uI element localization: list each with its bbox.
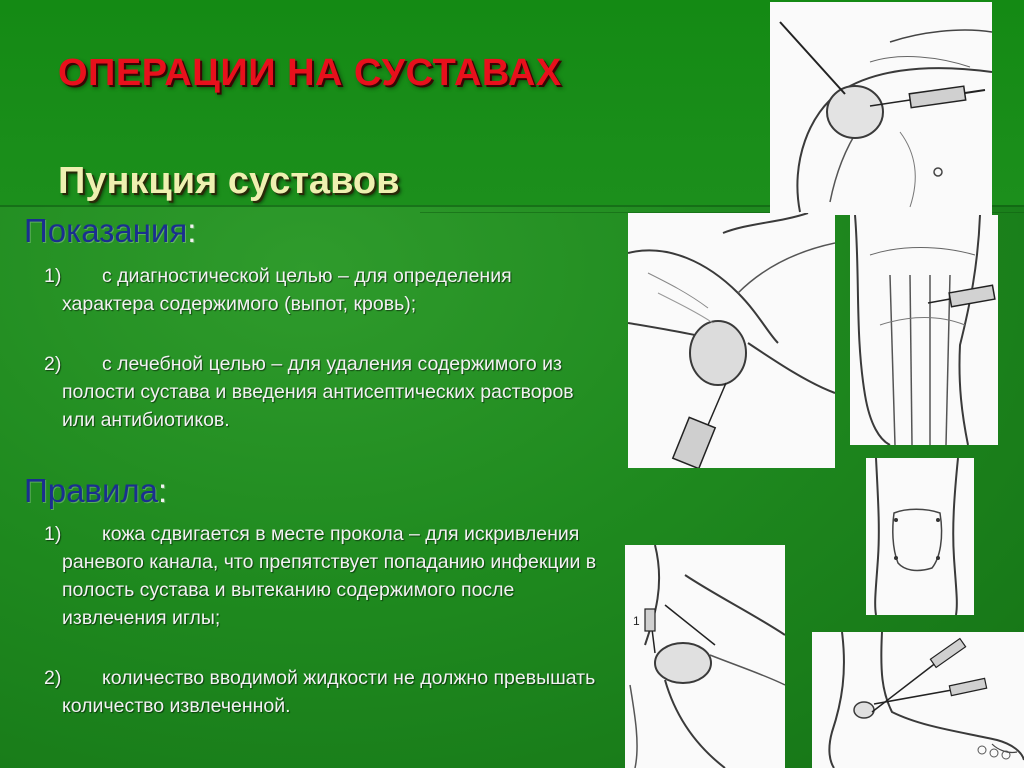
hip-figure-label: 1 [633,614,640,628]
wrist-puncture-illustration [850,215,998,445]
indication-item-1-text: с диагностической целью – для определения характера содержимого (выпот, кровь); [62,265,512,315]
indications-heading-colon: : [187,212,197,249]
slide-subtitle: Пункция суставов [58,160,400,202]
shoulder-sketch [770,2,992,215]
indication-item-1 [44,262,604,318]
rule-item-1-text: кожа сдвигается в месте прокола – для искривления раневого канала, что препятствует попаданию инфекции в полость сустава и вытеканию содержимого после извлечения иглы; [62,523,597,629]
ankle-sketch [812,632,1024,768]
knee-sketch [866,458,974,615]
elbow-puncture-illustration [628,213,835,468]
rules-heading [24,472,167,510]
wrist-sketch [850,215,998,445]
indication-item-2 [44,350,604,434]
rules-heading-colon: : [158,472,168,509]
indication-item-2-number: 2) [44,353,62,375]
rule-item-1-number: 1) [44,523,62,545]
hip-sketch [625,545,785,768]
indication-item-2-text: с лечебной целью – для удаления содержимого из полости сустава и введения антисептических растворов или антибиотиков. [62,353,574,431]
rule-item-1 [44,520,604,632]
shoulder-puncture-illustration [770,2,992,215]
hip-puncture-illustration [625,545,785,768]
knee-illustration [866,458,974,615]
rule-item-2-text: количество вводимой жидкости не должно превышать количество извлеченной. [62,667,596,717]
rule-item-2 [44,664,604,720]
rules-heading-text: Правила [24,472,158,509]
elbow-sketch [628,213,835,468]
indications-heading-text: Показания [24,212,188,249]
ankle-puncture-illustration [812,632,1024,768]
indication-item-1-number: 1) [44,265,62,287]
indications-heading [24,212,196,250]
rule-item-2-number: 2) [44,667,62,689]
slide-title: ОПЕРАЦИИ НА СУСТАВАХ [58,52,562,94]
